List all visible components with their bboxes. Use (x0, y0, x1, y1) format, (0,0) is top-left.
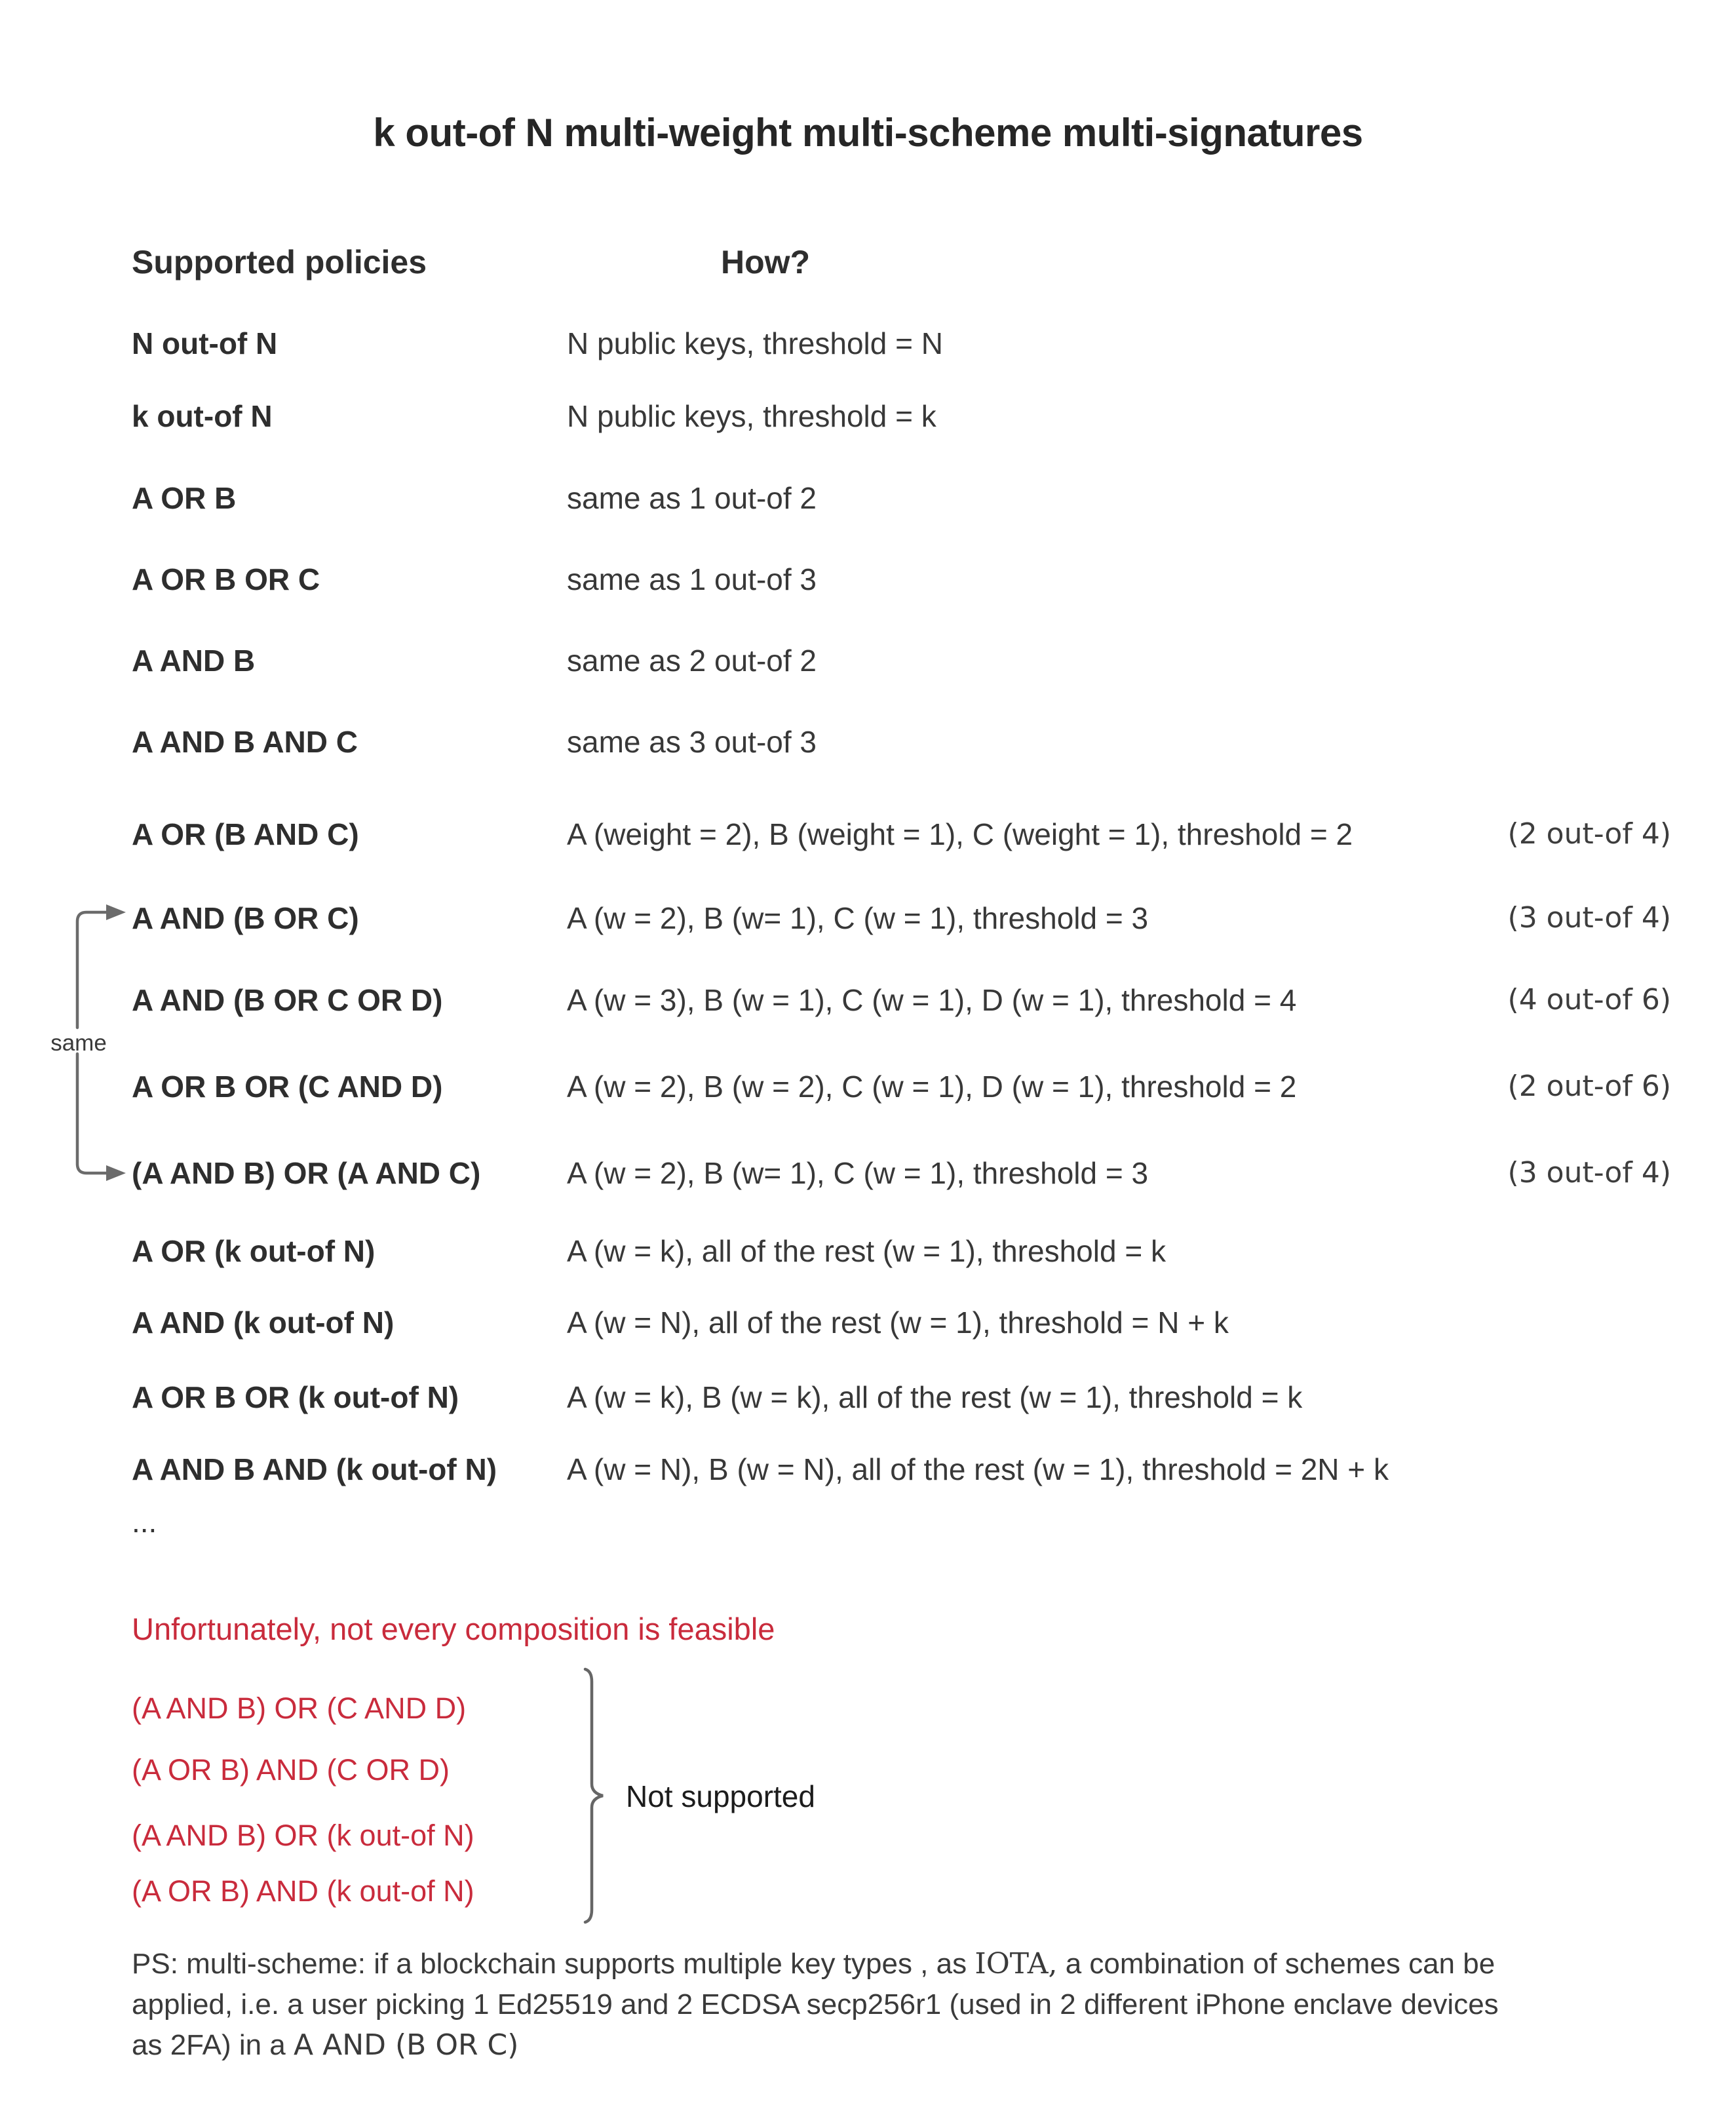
how-cell: A (w = 3), B (w = 1), C (w = 1), D (w = 1), threshold = 4 (567, 983, 1297, 1017)
how-cell: A (w = 2), B (w= 1), C (w = 1), threshold = 3 (567, 901, 1149, 935)
ps-line1-text: PS: multi-scheme: if a blockchain supports multiple key types , as (132, 1948, 975, 1980)
table-row (0, 398, 1736, 434)
infeasible-item: (A OR B) AND (k out-of N) (132, 1874, 474, 1908)
column-header-how: How? (721, 244, 811, 280)
table-row (0, 1155, 1736, 1191)
ps-line-3 (132, 2025, 1652, 2066)
how-cell: same as 1 out-of 3 (567, 562, 817, 596)
infeasible-heading: Unfortunately, not every composition is feasible (132, 1612, 775, 1646)
policy-cell: k out-of N (132, 399, 273, 433)
ps-line2-text: applied, i.e. a user picking 1 Ed25519 and 2 ECDSA secp256r1 (used in 2 different iPhone enclave devices (132, 1988, 1499, 2020)
how-cell: A (w = k), all of the rest (w = 1), threshold = k (567, 1234, 1166, 1268)
policy-cell: A AND B (132, 644, 256, 678)
table-row (0, 1069, 1736, 1104)
how-cell: same as 3 out-of 3 (567, 725, 817, 759)
infeasible-item: (A OR B) AND (C OR D) (132, 1753, 450, 1787)
policy-cell: N out-of N (132, 326, 278, 360)
how-cell: A (w = N), B (w = N), all of the rest (w = 1), threshold = 2N + k (567, 1452, 1389, 1486)
policy-cell: A OR B (132, 481, 237, 515)
ps-line3-text: as 2FA) in a (132, 2029, 294, 2061)
policy-cell: A AND B AND (k out-of N) (132, 1452, 497, 1486)
policy-cell: A AND (B OR C OR D) (132, 983, 443, 1017)
how-cell: N public keys, threshold = N (567, 326, 943, 360)
policy-cell: A OR (B AND C) (132, 817, 359, 851)
how-cell: same as 1 out-of 2 (567, 481, 817, 515)
curly-brace (582, 1667, 613, 1924)
ps-iota-span: IOTA, (974, 1947, 1058, 1981)
ps-line-2 (132, 1984, 1652, 2025)
table-row (0, 480, 1736, 516)
connector-bottom-segment (77, 1054, 106, 1173)
how-cell: same as 2 out-of 2 (567, 644, 817, 678)
policy-cell: A AND (k out-of N) (132, 1305, 395, 1340)
out-of-note: (2 out-of 4) (1507, 817, 1671, 851)
out-of-note: (4 out-of 6) (1507, 983, 1671, 1016)
table-row (0, 1233, 1736, 1269)
table-row (0, 562, 1736, 597)
table-row (0, 1305, 1736, 1340)
how-cell: A (weight = 2), B (weight = 1), C (weight = 1), threshold = 2 (567, 817, 1353, 851)
column-header-supported-policies: Supported policies (132, 244, 427, 280)
how-cell: A (w = k), B (w = k), all of the rest (w = 1), threshold = k (567, 1380, 1303, 1414)
ps-note (132, 1944, 1652, 2066)
ellipsis-row: ... (132, 1505, 157, 1539)
out-of-note: (2 out-of 6) (1507, 1070, 1671, 1103)
ps-policy-span: A AND (B OR C) (294, 2028, 519, 2062)
table-row (0, 982, 1736, 1018)
table-row (0, 724, 1736, 760)
how-cell: A (w = N), all of the rest (w = 1), threshold = N + k (567, 1305, 1229, 1340)
how-cell: N public keys, threshold = k (567, 399, 936, 433)
connector-top-segment (77, 912, 106, 1028)
infeasible-item: (A AND B) OR (k out-of N) (132, 1819, 474, 1852)
table-row (0, 643, 1736, 678)
table-row (0, 900, 1736, 936)
policy-cell: A OR B OR C (132, 562, 320, 596)
ps-line1-tail: a combination of schemes can be (1057, 1948, 1495, 1980)
table-row (0, 1452, 1736, 1487)
not-supported-label: Not supported (626, 1779, 815, 1813)
curly-brace-path (585, 1669, 603, 1922)
how-cell: A (w = 2), B (w= 1), C (w = 1), threshold = 3 (567, 1156, 1149, 1190)
how-cell: A (w = 2), B (w = 2), C (w = 1), D (w = 1), threshold = 2 (567, 1070, 1297, 1104)
table-row (0, 1380, 1736, 1415)
policy-cell: A AND (B OR C) (132, 901, 359, 935)
table-row (0, 817, 1736, 852)
policy-cell: A OR B OR (C AND D) (132, 1070, 443, 1104)
out-of-note: (3 out-of 4) (1507, 901, 1671, 935)
arrowhead-top-icon (106, 904, 126, 920)
table-row (0, 326, 1736, 361)
policy-cell: A OR B OR (k out-of N) (132, 1380, 459, 1414)
ps-line-1 (132, 1944, 1652, 1984)
policy-cell: A OR (k out-of N) (132, 1234, 376, 1268)
same-annotation-label: same (50, 1030, 107, 1056)
policy-cell: A AND B AND C (132, 725, 358, 759)
arrowhead-bottom-icon (106, 1165, 126, 1181)
infeasible-item: (A AND B) OR (C AND D) (132, 1691, 467, 1725)
policy-cell: (A AND B) OR (A AND C) (132, 1156, 481, 1190)
out-of-note: (3 out-of 4) (1507, 1156, 1671, 1189)
page-title: k out-of N multi-weight multi-scheme multi-signatures (373, 111, 1363, 155)
curly-brace-svg (582, 1667, 613, 1924)
